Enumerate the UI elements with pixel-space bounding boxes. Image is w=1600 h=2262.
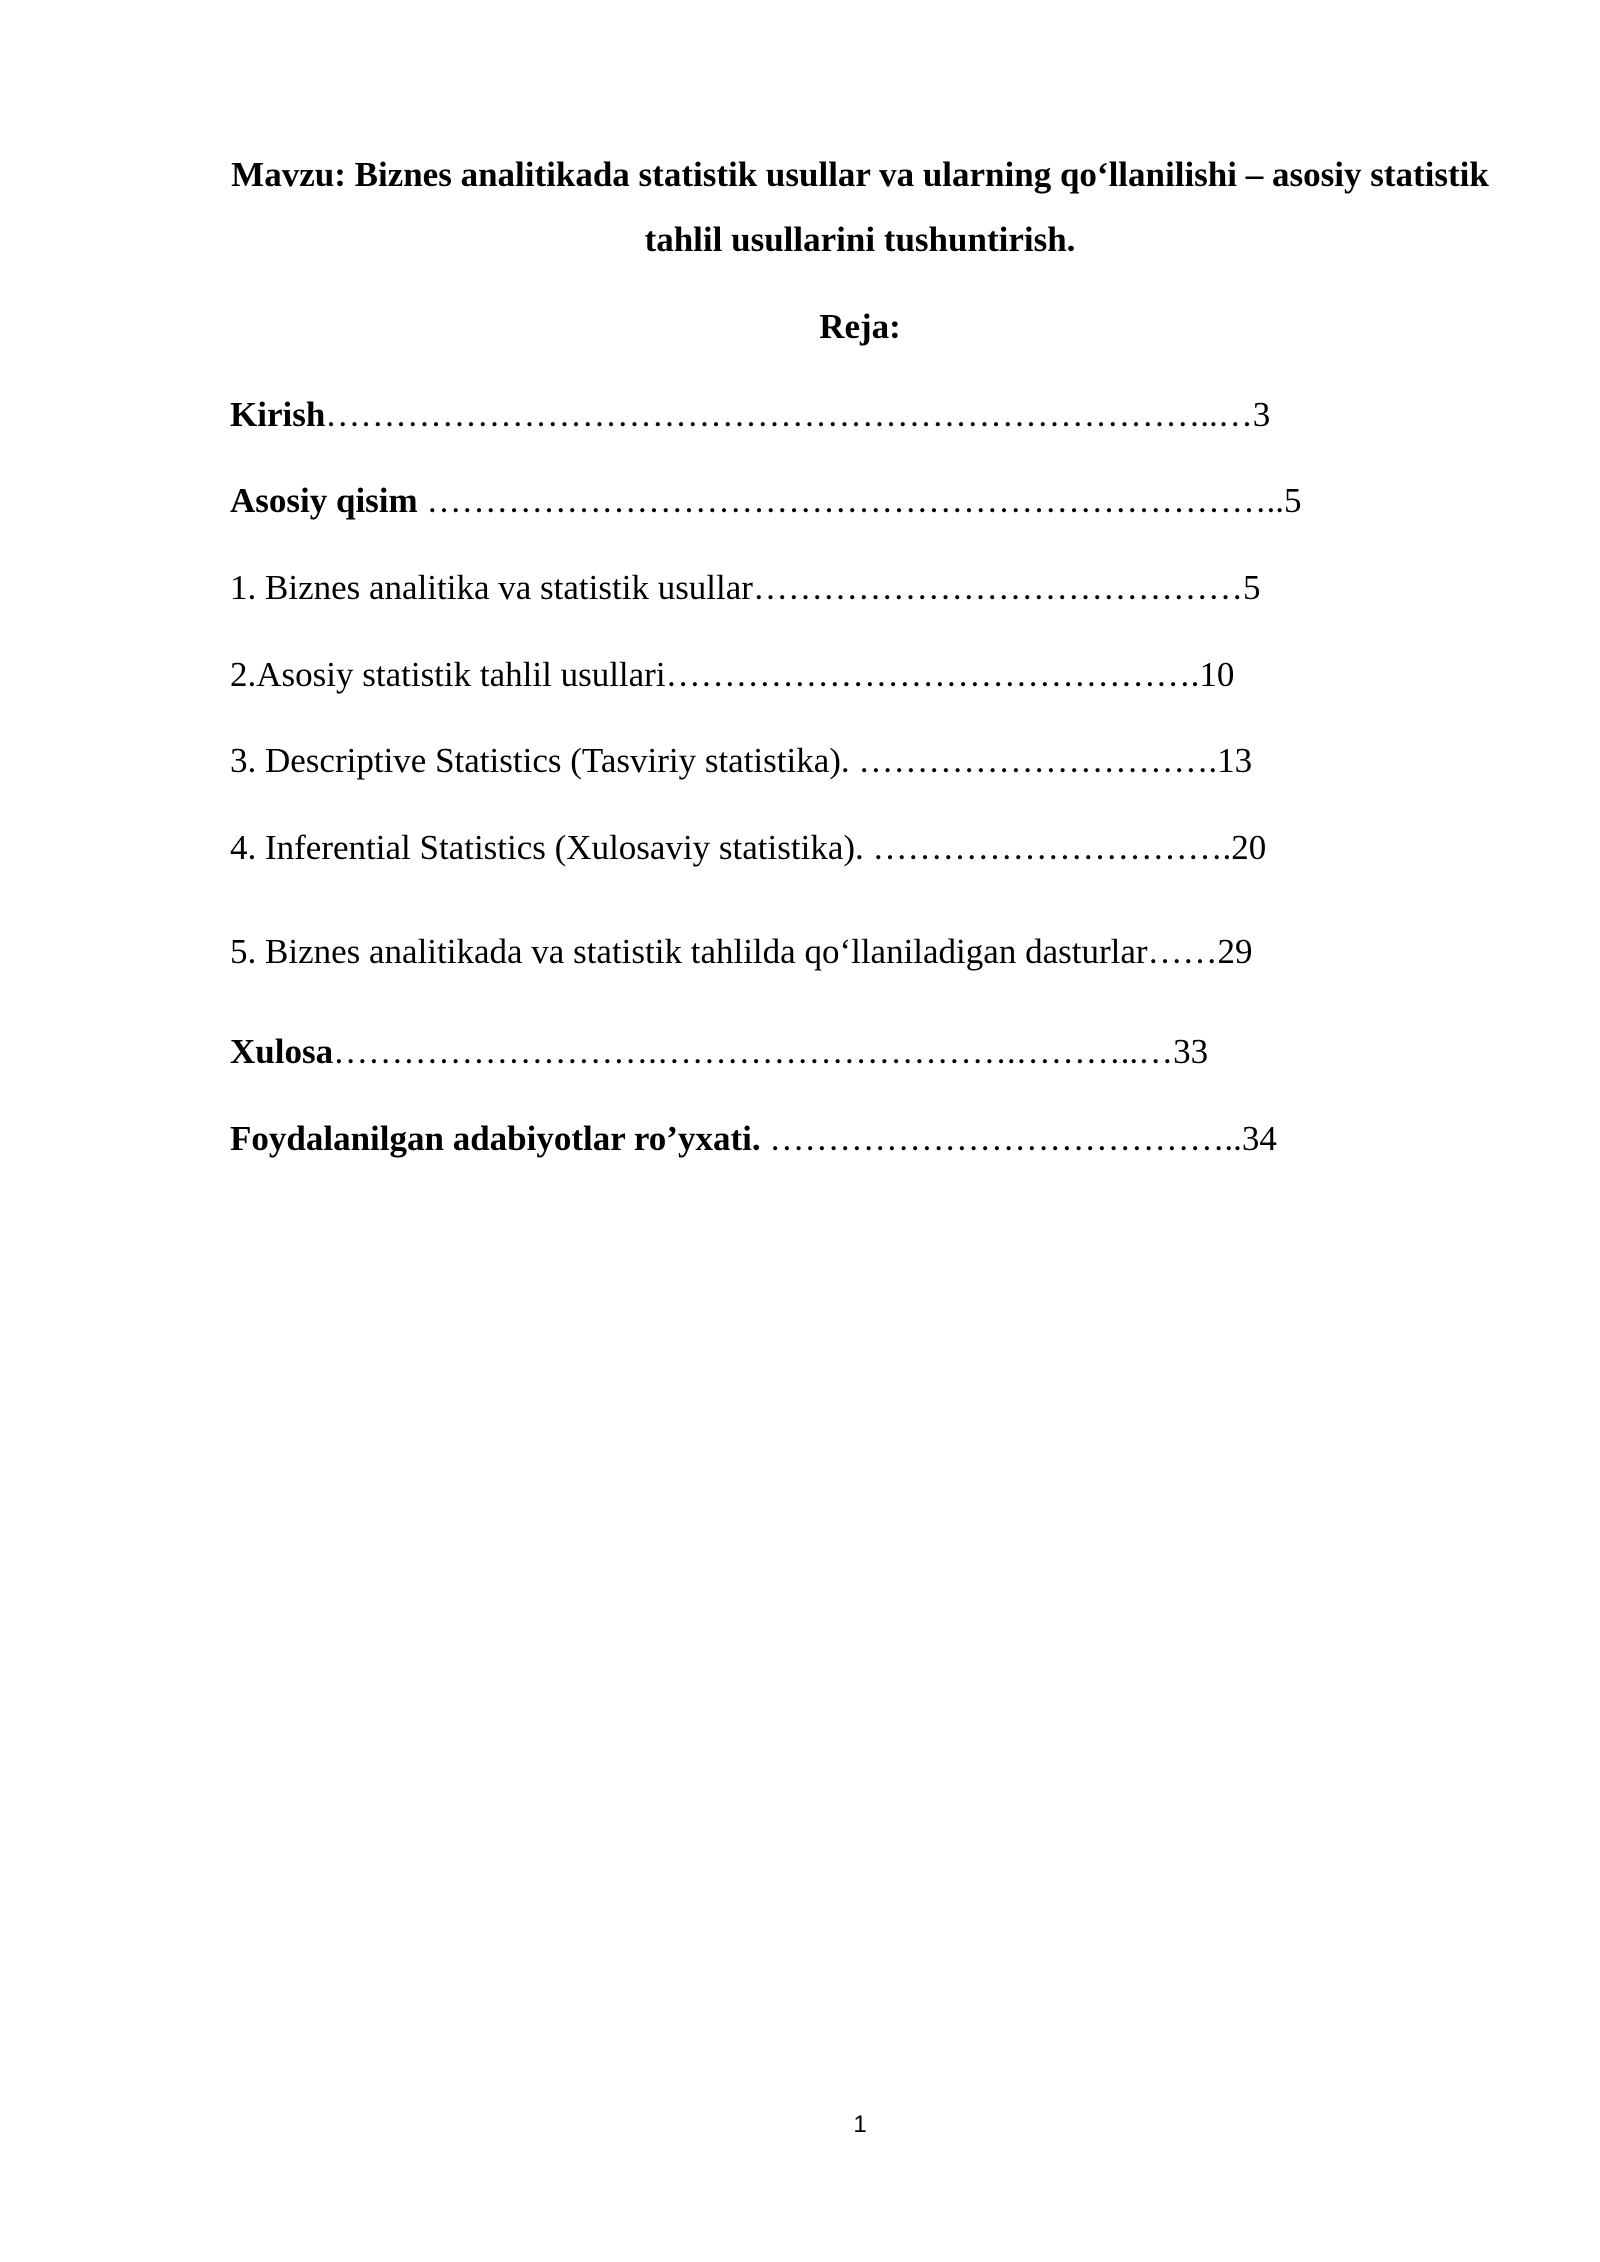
toc-leader: ………………………………………. [665,655,1200,694]
toc-leader: ……………………….………………………….………..… [333,1032,1174,1071]
toc-label: 3. Descriptive Statistics (Tasviriy statistika). [230,741,859,780]
toc-page: 29 [1217,932,1253,971]
toc-label: Xulosa [230,1032,334,1071]
toc-page: 5 [1242,568,1261,607]
toc-entry-asosiy-qisim [230,471,1301,531]
toc-leader: …………………………………… [752,568,1243,607]
toc-page: 33 [1173,1032,1209,1071]
toc-leader: …………………………………………………………………..… [325,395,1253,434]
page-number: 1 [853,2111,867,2138]
toc-leader: …………………………. [872,828,1232,867]
plan-heading: Reja: [819,307,901,346]
document-title: Mavzu: Biznes analitikada statistik usullar va ularning qo‘llanilishi – asosiy statistik tahlil usullarini tushuntirish. [231,155,1489,259]
toc-label: Kirish [230,395,326,434]
toc-leader: …………………………. [858,741,1218,780]
toc-entry-5 [230,922,1253,982]
toc-entry-xulosa [230,1022,1208,1082]
toc-entry-4 [230,818,1266,878]
toc-leader: …………………………………. [760,1119,1234,1158]
toc-entry-2 [230,645,1234,705]
toc-entry-kirish [230,385,1270,445]
toc-label: Asosiy qisim [230,481,418,520]
toc-label: 2.Asosiy statistik tahlil usullari [230,655,666,694]
toc-entry-1 [230,558,1260,618]
toc-leader: ……………………………………………………………….. [417,481,1284,520]
toc-page: 3 [1252,395,1271,434]
toc-page: 10 [1199,655,1235,694]
toc-label: 5. Biznes analitikada va statistik tahlilda qo‘llaniladigan dasturlar [230,932,1148,971]
toc-page: 20 [1231,828,1267,867]
toc-page: .34 [1233,1119,1277,1158]
toc-entry-3 [230,731,1252,791]
toc-leader: …… [1147,932,1218,971]
toc-label: Foydalanilgan adabiyotlar ro’yxati. [230,1119,761,1158]
toc-entry-adabiyotlar [230,1109,1277,1169]
toc-page: 13 [1217,741,1253,780]
toc-page: 5 [1283,481,1302,520]
toc-label: 4. Inferential Statistics (Xulosaviy statistika). [230,828,873,867]
toc-label: 1. Biznes analitika va statistik usullar [230,568,753,607]
